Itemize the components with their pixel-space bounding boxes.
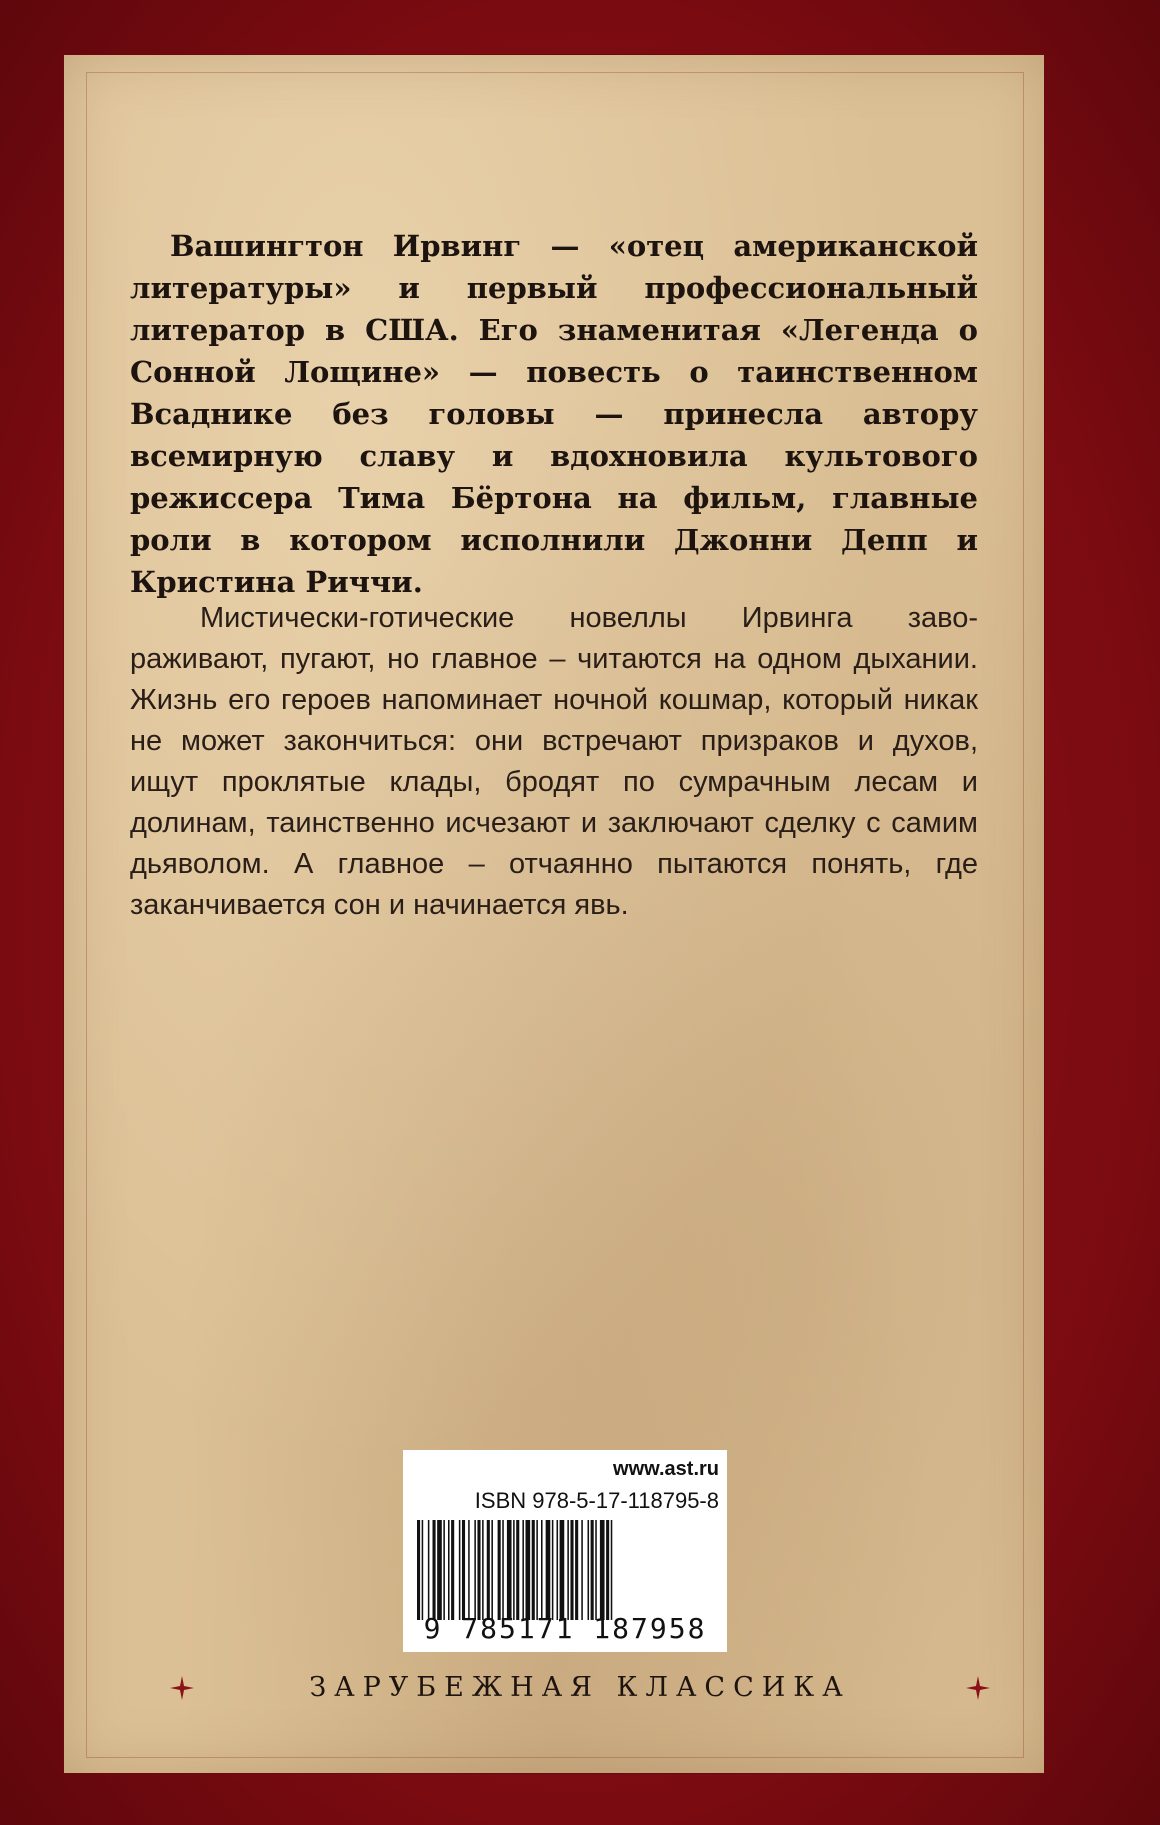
- intro-line: без головы — принесла автору всемирную славу и: [130, 397, 978, 473]
- body-line: кошмар, который никак не может закончиться: они: [130, 684, 978, 757]
- body-line: клады, бродят по сумрачным лесам и долинам,: [130, 766, 979, 839]
- body-line: где заканчивается сон и начинается явь.: [130, 848, 978, 921]
- intro-line: вдохновила культового режиссера Тима Бёртона на: [130, 439, 978, 515]
- body-line: Мистически-готические новеллы Ирвинга заво-: [200, 602, 978, 634]
- body-line: раживают, пугают, но главное – читаются на одном: [130, 643, 842, 675]
- barcode-bars: [417, 1520, 713, 1620]
- body-line: дыхании. Жизнь его героев напоминает ночной: [130, 643, 978, 716]
- body-line: таинственно исчезают и заключают сделку с самим: [266, 807, 978, 839]
- intro-line: фильм, главные роли в котором исполнили Джонни: [130, 481, 978, 557]
- series-banner: [90, 1668, 1070, 1708]
- body-line: дьяволом. А главное – отчаянно пытаются понять,: [130, 848, 912, 880]
- right-ornament-icon: [964, 1674, 992, 1702]
- intro-line: в США. Его знаменитая «Легенда о Сонной: [130, 313, 978, 389]
- intro-line: Лощине» — повесть о таинственном Всаднике: [130, 355, 978, 431]
- intro-paragraph: [130, 225, 978, 603]
- publisher-website: www.ast.ru: [613, 1458, 719, 1480]
- series-title: ЗАРУБЕЖНАЯ КЛАССИКА: [309, 1672, 851, 1703]
- intro-line: литературы» и первый профессиональный литератор: [130, 271, 978, 347]
- barcode-label: [403, 1450, 727, 1652]
- intro-line: Вашингтон Ирвинг — «отец американской: [170, 229, 978, 263]
- barcode-digits: 9 785171 187958: [423, 1612, 707, 1645]
- intro-line: Депп и Кристина Риччи.: [130, 523, 978, 599]
- isbn-number: ISBN 978-5-17-118795-8: [474, 1488, 719, 1513]
- description-paragraph: [130, 598, 978, 926]
- body-line: встречают призраков и духов, ищут проклятые: [130, 725, 978, 798]
